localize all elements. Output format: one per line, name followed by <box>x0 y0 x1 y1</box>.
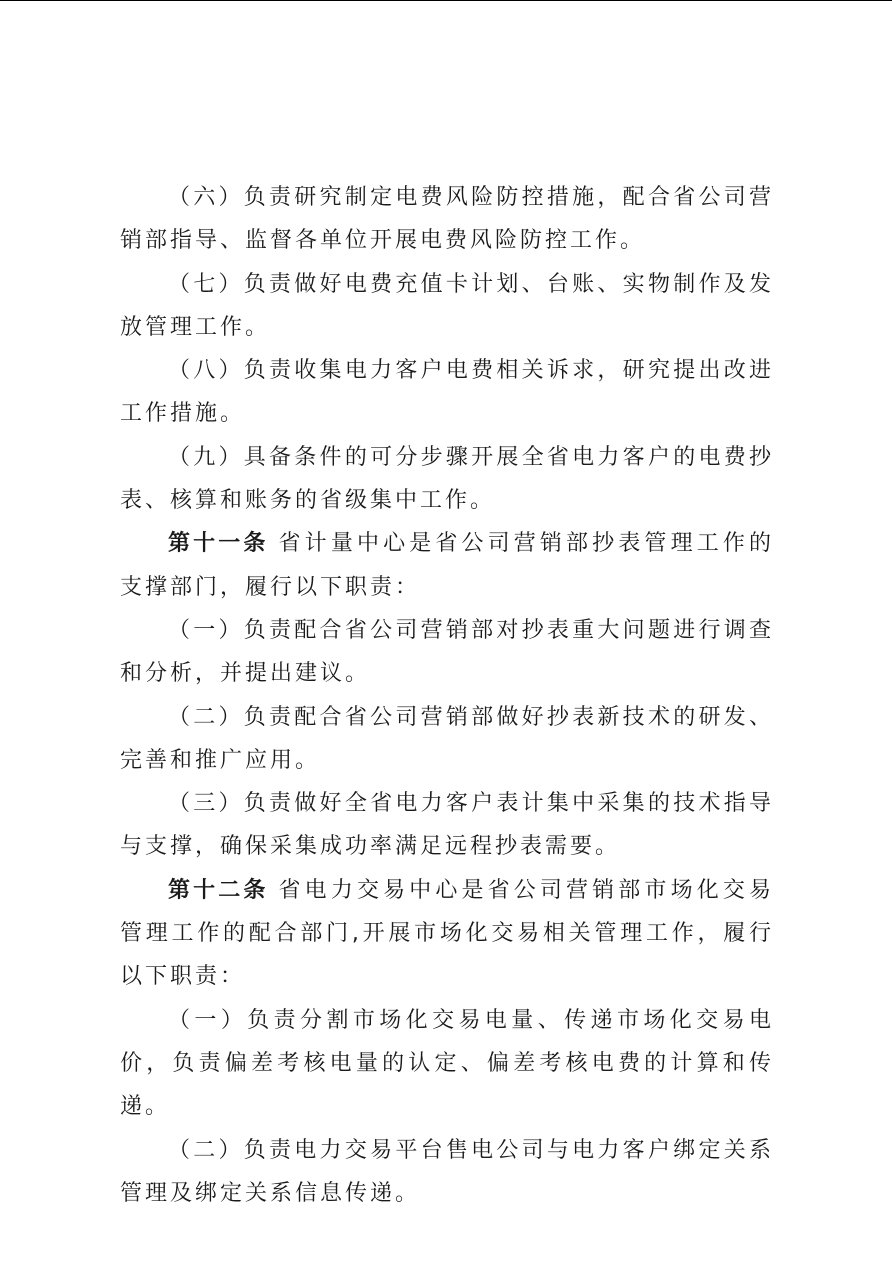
article-number: 第十二条 <box>168 876 269 903</box>
paragraph-text: （九）具备条件的可分步骤开展全省电力客户的电费抄表、核算和账务的省级集中工作。 <box>120 444 774 514</box>
article-11-item-3 <box>120 782 774 869</box>
paragraph-item-9 <box>120 436 774 523</box>
paragraph-item-6 <box>120 176 774 263</box>
article-12-item-2 <box>120 1129 774 1216</box>
paragraph-text: 省计量中心是省公司营销部抄表管理工作的支撑部门，履行以下职责： <box>120 531 774 600</box>
article-11-item-1 <box>120 609 774 696</box>
paragraph-text: （一）负责配合省公司营销部对抄表重大问题进行调查和分析，并提出建议。 <box>120 617 774 687</box>
top-border-line <box>0 0 892 1</box>
paragraph-item-8 <box>120 349 774 436</box>
article-11 <box>120 522 774 609</box>
document-body <box>120 176 774 1215</box>
paragraph-text: （二）负责配合省公司营销部做好抄表新技术的研发、完善和推广应用。 <box>120 704 774 773</box>
article-12-item-1 <box>120 999 774 1129</box>
paragraph-item-7 <box>120 263 774 350</box>
paragraph-text: 省电力交易中心是省公司营销部市场化交易管理工作的配合部门,开展市场化交易相关管理工作，履行以下职责： <box>120 877 774 990</box>
article-12 <box>120 869 774 999</box>
paragraph-text: （二）负责电力交易平台售电公司与电力客户绑定关系管理及绑定关系信息传递。 <box>120 1137 774 1206</box>
article-number: 第十一条 <box>168 530 269 557</box>
paragraph-text: （六）负责研究制定电费风险防控措施，配合省公司营销部指导、监督各单位开展电费风险防控工作。 <box>120 185 774 254</box>
paragraph-text: （八）负责收集电力客户电费相关诉求，研究提出改进工作措施。 <box>120 358 774 427</box>
paragraph-text: （一）负责分割市场化交易电量、传递市场化交易电价，负责偏差考核电量的认定、偏差考核电费的计算和传递。 <box>120 1007 774 1120</box>
article-11-item-2 <box>120 696 774 783</box>
paragraph-text: （七）负责做好电费充值卡计划、台账、实物制作及发放管理工作。 <box>120 271 774 340</box>
paragraph-text: （三）负责做好全省电力客户表计集中采集的技术指导与支撑，确保采集成功率满足远程抄表需要。 <box>120 791 774 860</box>
